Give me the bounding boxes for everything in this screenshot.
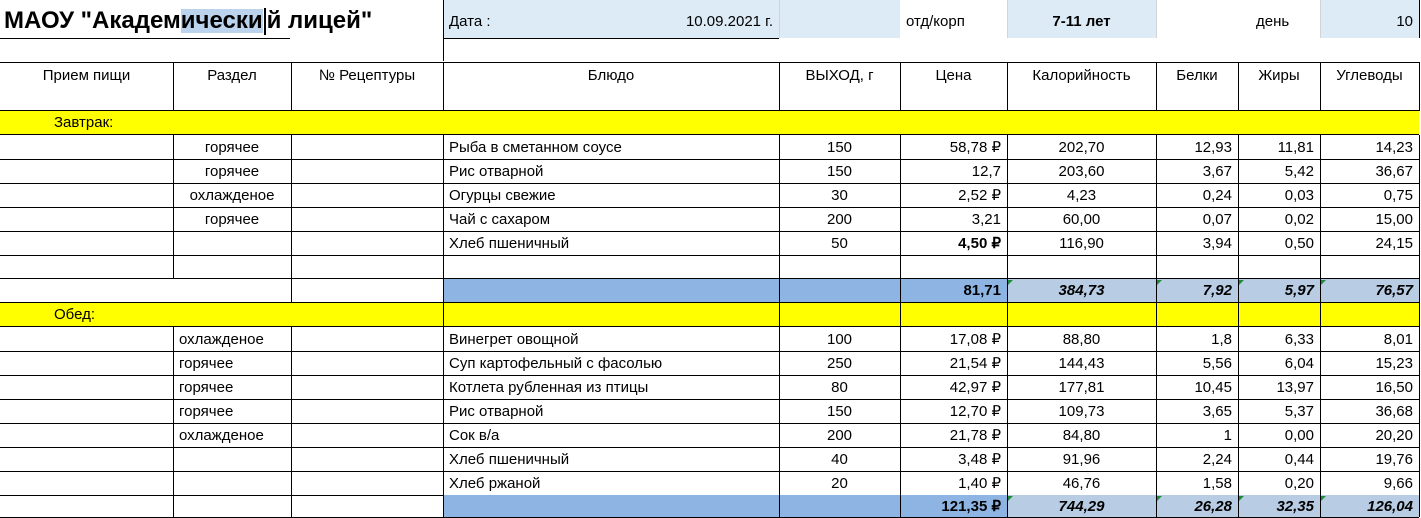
cell-protein[interactable]: 3,65 [1202, 402, 1232, 420]
cell-protein[interactable]: 3,67 [1202, 162, 1232, 180]
cell-carbs[interactable]: 16,50 [1375, 378, 1413, 396]
cell-carbs[interactable]: 20,20 [1375, 426, 1413, 444]
cell-price[interactable]: 58,78 ₽ [949, 138, 1001, 156]
column-header-0[interactable]: Прием пищи [42, 66, 131, 84]
column-border [173, 62, 174, 111]
cell-section[interactable]: горячее [179, 354, 234, 372]
column-border [1007, 303, 1008, 327]
cell-section[interactable]: охлажденое [179, 426, 264, 444]
cell-output[interactable]: 50 [831, 234, 848, 252]
column-border [291, 135, 292, 303]
cell-price[interactable]: 42,97 ₽ [949, 378, 1001, 396]
error-marker-icon [1321, 496, 1326, 501]
date-label: Дата : [449, 12, 491, 30]
cell-carbs[interactable]: 8,01 [1383, 330, 1413, 348]
cell-dish[interactable]: Хлеб пшеничный [449, 234, 570, 252]
cell-dish[interactable]: Огурцы свежие [449, 186, 556, 204]
cell-fat[interactable]: 6,04 [1284, 354, 1314, 372]
cell-price[interactable]: 2,52 ₽ [958, 186, 1001, 204]
column-border [900, 62, 901, 111]
cell-protein[interactable]: 2,24 [1202, 450, 1232, 468]
cell-section[interactable]: охлажденое [189, 186, 275, 204]
column-border [1419, 303, 1420, 327]
cell-output[interactable]: 150 [826, 138, 853, 156]
day-value[interactable]: 10 [1396, 12, 1413, 30]
cell-dish[interactable]: Чай с сахаром [449, 210, 551, 228]
cell-fat[interactable]: 0,00 [1284, 426, 1314, 444]
lunch-total-protein[interactable]: 26,28 [1194, 497, 1232, 515]
date-value[interactable]: 10.09.2021 г. [685, 12, 773, 30]
cell-fat[interactable]: 0,44 [1284, 450, 1314, 468]
lunch-total-fill-dark [443, 495, 900, 517]
cell-kcal[interactable]: 91,96 [1062, 450, 1101, 468]
cell-dish[interactable]: Рис отварной [449, 402, 544, 420]
title-text-selected: ически [180, 7, 263, 34]
column-border [443, 62, 444, 111]
column-border [1156, 303, 1157, 327]
cell-section[interactable]: горячее [204, 210, 260, 228]
column-border [291, 327, 292, 517]
cell-section[interactable]: охлажденое [179, 330, 264, 348]
cell-carbs[interactable]: 15,00 [1375, 210, 1413, 228]
breakfast-total-kcal[interactable]: 384,73 [1058, 282, 1105, 299]
text-cursor [264, 8, 266, 35]
cell-protein[interactable]: 0,07 [1202, 210, 1232, 228]
cell-carbs[interactable]: 24,15 [1375, 234, 1413, 252]
cell-fat[interactable]: 6,33 [1284, 330, 1314, 348]
column-header-1[interactable]: Раздел [207, 66, 257, 84]
cell-dish[interactable]: Винегрет овощной [449, 330, 579, 348]
cell-protein[interactable]: 5,56 [1202, 354, 1232, 372]
column-border [900, 135, 901, 517]
column-header-4[interactable]: ВЫХОД, г [805, 66, 874, 84]
cell-carbs[interactable]: 14,23 [1375, 138, 1413, 156]
day-label: день [1256, 12, 1290, 30]
cell-fat[interactable]: 13,97 [1276, 378, 1314, 396]
error-marker-icon [1321, 280, 1326, 285]
title-text-start: МАОУ "Академ [4, 7, 181, 34]
column-header-2[interactable]: № Рецептуры [318, 66, 416, 84]
column-header-3[interactable]: Блюдо [587, 66, 635, 84]
column-header-7[interactable]: Белки [1176, 66, 1218, 84]
column-border [1007, 0, 1008, 38]
cell-kcal[interactable]: 202,70 [1058, 138, 1105, 156]
cell-price[interactable]: 1,40 ₽ [958, 474, 1001, 492]
error-marker-icon [1008, 496, 1013, 501]
cell-kcal[interactable]: 60,00 [1062, 210, 1101, 228]
cell-dish[interactable]: Рис отварной [449, 162, 544, 180]
cell-carbs[interactable]: 19,76 [1375, 450, 1413, 468]
column-header-9[interactable]: Углеводы [1336, 66, 1403, 84]
cell-output[interactable]: 20 [831, 474, 848, 492]
column-header-8[interactable]: Жиры [1258, 66, 1300, 84]
cell-price[interactable]: 21,54 ₽ [949, 354, 1001, 372]
cell-kcal[interactable]: 88,80 [1062, 330, 1101, 348]
cell-fat[interactable]: 5,37 [1284, 402, 1314, 420]
column-border [1320, 62, 1321, 111]
cell-fat[interactable]: 0,20 [1284, 474, 1314, 492]
cell-fat[interactable]: 0,02 [1284, 210, 1314, 228]
column-border [1238, 62, 1239, 111]
cell-price[interactable]: 3,48 ₽ [958, 450, 1001, 468]
cell-kcal[interactable]: 46,76 [1062, 474, 1101, 492]
error-marker-icon [1157, 496, 1162, 501]
error-marker-icon [1008, 280, 1013, 285]
cell-section[interactable] [173, 231, 291, 255]
column-border [443, 327, 444, 517]
cell-protein[interactable]: 1,58 [1202, 474, 1232, 492]
cell-output[interactable]: 150 [826, 162, 853, 180]
cell-output[interactable]: 200 [826, 210, 853, 228]
column-border [1007, 62, 1008, 111]
cell-kcal[interactable]: 109,73 [1058, 402, 1105, 420]
cell-dish[interactable]: Суп картофельный с фасолью [449, 354, 663, 372]
column-border [443, 135, 444, 303]
cell-price[interactable]: 4,50 ₽ [958, 234, 1001, 252]
cell-kcal[interactable]: 177,81 [1058, 378, 1105, 396]
cell-dish[interactable]: Хлеб пшеничный [449, 450, 570, 468]
cell-fat[interactable]: 11,81 [1277, 138, 1314, 156]
cell-price[interactable]: 21,78 ₽ [949, 426, 1001, 444]
cell-section[interactable]: горячее [179, 402, 234, 420]
cell-output[interactable]: 40 [831, 450, 848, 468]
cell-dish[interactable]: Рыба в сметанном соусе [449, 138, 622, 156]
lunch-label: Обед: [54, 306, 96, 323]
cell-kcal[interactable]: 4,23 [1066, 186, 1097, 204]
column-border [1419, 0, 1420, 38]
cell-protein[interactable]: 10,45 [1194, 378, 1232, 396]
cell-output[interactable]: 150 [826, 402, 853, 420]
breakfast-total-protein[interactable]: 7,92 [1202, 282, 1232, 299]
lunch-total-fat[interactable]: 32,35 [1276, 497, 1314, 515]
cell-section[interactable]: горячее [204, 162, 260, 180]
column-border [1156, 0, 1157, 38]
breakfast-total-price[interactable]: 81,71 [963, 282, 1001, 299]
cell-section[interactable] [173, 447, 291, 471]
cell-output[interactable]: 200 [826, 426, 853, 444]
cell-output[interactable]: 100 [826, 330, 853, 348]
column-border [1419, 62, 1420, 111]
cell-kcal[interactable]: 84,80 [1062, 426, 1101, 444]
column-border [1238, 303, 1239, 327]
cell-fat[interactable]: 5,42 [1284, 162, 1314, 180]
title-underline [0, 38, 290, 39]
column-border [173, 327, 174, 517]
dept-label: отд/корп [906, 12, 965, 30]
cell-carbs[interactable]: 36,68 [1375, 402, 1413, 420]
column-border [779, 62, 780, 111]
column-border [1320, 0, 1321, 38]
cell-carbs[interactable]: 15,23 [1375, 354, 1413, 372]
cell-protein[interactable]: 1 [1223, 426, 1232, 444]
cell-kcal[interactable]: 144,43 [1058, 354, 1105, 372]
school-title[interactable] [0, 4, 443, 38]
column-border [779, 135, 780, 517]
cell-dish[interactable]: Сок в/а [449, 426, 500, 444]
column-border [443, 303, 444, 327]
date-underline [443, 38, 779, 39]
lunch-total-kcal[interactable]: 744,29 [1058, 497, 1105, 515]
cell-fat[interactable]: 0,50 [1284, 234, 1314, 252]
column-border [443, 0, 444, 61]
row-border [0, 255, 1419, 256]
breakfast-total-fill-dark [443, 279, 900, 302]
error-marker-icon [1157, 280, 1162, 285]
title-text-end: й лицей" [266, 7, 373, 34]
cell-price[interactable]: 3,21 [971, 210, 1001, 228]
cell-kcal[interactable]: 116,90 [1059, 234, 1104, 252]
cell-output[interactable]: 250 [826, 354, 853, 372]
cell-carbs[interactable]: 9,66 [1383, 474, 1413, 492]
error-marker-icon [1239, 496, 1244, 501]
column-border [173, 135, 174, 279]
cell-dish[interactable]: Хлеб ржаной [449, 474, 541, 492]
breakfast-label: Завтрак: [54, 114, 114, 131]
cell-protein[interactable]: 3,94 [1202, 234, 1232, 252]
breakfast-total-carbs[interactable]: 76,57 [1375, 282, 1413, 299]
column-border [291, 62, 292, 111]
cell-kcal[interactable]: 203,60 [1058, 162, 1105, 180]
dept-value[interactable]: 7-11 лет [1052, 12, 1111, 30]
column-border [1320, 303, 1321, 327]
cell-protein[interactable]: 1,8 [1211, 330, 1232, 348]
cell-output[interactable]: 80 [831, 378, 848, 396]
lunch-total-carbs[interactable]: 126,04 [1367, 497, 1413, 515]
column-border [1156, 62, 1157, 111]
lunch-total-price[interactable]: 121,35 ₽ [941, 497, 1001, 515]
cell-fat[interactable]: 0,03 [1284, 186, 1314, 204]
column-header-6[interactable]: Калорийность [1032, 66, 1131, 84]
cell-dish[interactable]: Котлета рубленная из птицы [449, 378, 649, 396]
cell-carbs[interactable]: 36,67 [1375, 162, 1413, 180]
cell-section[interactable] [173, 471, 291, 495]
cell-protein[interactable]: 0,24 [1202, 186, 1232, 204]
cell-protein[interactable]: 12,93 [1194, 138, 1232, 156]
cell-section[interactable]: горячее [204, 138, 260, 156]
cell-price[interactable]: 12,7 [971, 162, 1001, 180]
column-header-5[interactable]: Цена [935, 66, 972, 84]
column-border [779, 0, 780, 38]
cell-output[interactable]: 30 [831, 186, 848, 204]
cell-price[interactable]: 17,08 ₽ [949, 330, 1001, 348]
cell-carbs[interactable]: 0,75 [1383, 186, 1413, 204]
cell-price[interactable]: 12,70 ₽ [949, 402, 1001, 420]
error-marker-icon [1239, 280, 1244, 285]
breakfast-total-fat[interactable]: 5,97 [1284, 282, 1314, 299]
cell-section[interactable]: горячее [179, 378, 234, 396]
